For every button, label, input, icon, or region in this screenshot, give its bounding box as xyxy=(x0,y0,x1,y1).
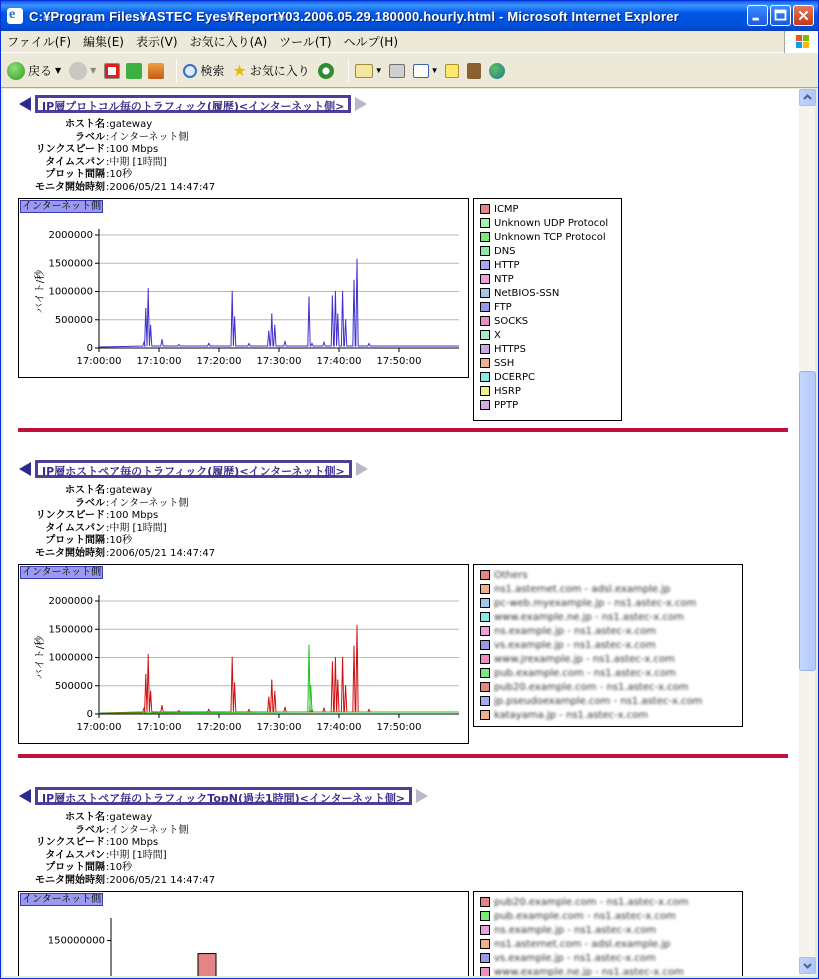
legend-item xyxy=(480,937,742,951)
report-section-protocol xyxy=(3,94,798,444)
data-point xyxy=(143,342,144,343)
legend-swatch xyxy=(480,654,490,664)
prev-arrow-icon[interactable] xyxy=(19,462,31,476)
chart-legend xyxy=(473,564,743,727)
legend-item xyxy=(480,216,621,230)
x-tick-label: 17:10:00 xyxy=(136,356,182,367)
info-table xyxy=(19,812,215,888)
data-point xyxy=(337,680,338,681)
info-key-monitor-start: モニタ開始時刻 xyxy=(35,547,105,559)
legend-swatch xyxy=(480,316,490,326)
data-point xyxy=(308,297,309,298)
data-point xyxy=(232,657,233,658)
info-value-host: :gateway xyxy=(106,485,153,496)
menu-favorites[interactable]: お気に入り(A) xyxy=(189,35,268,49)
legend-item xyxy=(480,624,742,638)
legend-swatch xyxy=(480,640,490,650)
forward-arrow-icon xyxy=(69,62,87,80)
info-key-host: ホスト名 xyxy=(65,485,105,496)
legend-label: FTP xyxy=(494,301,512,313)
legend-label: pub.example.com - ns1.astec-x.com xyxy=(494,910,676,922)
data-point xyxy=(268,696,269,697)
favorites-label: お気に入り xyxy=(249,64,310,78)
info-value-monitor-start: :2006/05/21 14:47:47 xyxy=(106,547,216,559)
y-tick-label: 0 xyxy=(86,343,93,354)
chart-legend xyxy=(473,891,743,976)
info-key-plot-interval: プロット間隔 xyxy=(45,862,105,874)
legend-item xyxy=(480,398,621,412)
legend-label: Unknown TCP Protocol xyxy=(494,231,606,243)
scroll-down-button[interactable] xyxy=(799,957,816,974)
legend-label: vs.example.jp - ns1.astec-x.com xyxy=(494,639,656,651)
mail-icon[interactable] xyxy=(355,64,373,78)
data-point xyxy=(368,709,369,710)
data-point xyxy=(353,646,354,647)
y-tick-label: 1500000 xyxy=(48,258,93,270)
x-tick-label: 17:00:00 xyxy=(76,722,122,733)
legend-item xyxy=(480,300,621,314)
chevron-down-icon xyxy=(800,958,815,973)
chevron-up-icon xyxy=(800,90,815,105)
legend-label: NetBIOS-SSN xyxy=(494,287,560,299)
legend-item xyxy=(480,708,742,722)
info-value-timespan: :中期 [1時間] xyxy=(106,522,167,534)
chart-legend xyxy=(473,198,622,421)
info-value-timespan: :中期 [1時間] xyxy=(106,156,167,168)
data-point xyxy=(310,685,311,686)
data-point xyxy=(161,705,162,706)
y-tick-label: 1000000 xyxy=(48,652,93,664)
data-point xyxy=(335,657,336,658)
legend-item xyxy=(480,230,621,244)
legend-swatch xyxy=(480,626,490,636)
info-key-host: ホスト名 xyxy=(65,812,105,823)
legend-item xyxy=(480,342,621,356)
legend-label: ns.example.jp - ns1.astec-x.com xyxy=(494,924,657,936)
legend-swatch xyxy=(480,302,490,312)
bar xyxy=(198,954,216,976)
legend-swatch xyxy=(480,218,490,228)
x-tick-label: 17:40:00 xyxy=(316,356,362,367)
print-icon[interactable] xyxy=(389,64,405,78)
section-header xyxy=(19,787,428,805)
info-value-plot-interval: :10秒 xyxy=(106,535,133,547)
info-value-label: :インターネット側 xyxy=(106,131,189,143)
history-icon[interactable] xyxy=(318,63,334,79)
legend-item xyxy=(480,244,621,258)
legend-label: Unknown UDP Protocol xyxy=(494,217,609,229)
info-key-plot-interval: プロット間隔 xyxy=(45,535,105,547)
data-point xyxy=(274,691,275,692)
data-point xyxy=(332,295,333,296)
info-value-link-speed: :100 Mbps xyxy=(106,144,159,156)
legend-label: HTTPS xyxy=(494,343,526,355)
data-point xyxy=(337,314,338,315)
legend-label: www.jrexample.jp - ns1.astec-x.com xyxy=(494,653,675,665)
legend-swatch xyxy=(480,584,490,594)
legend-item xyxy=(480,965,742,976)
data-point xyxy=(356,259,357,260)
stop-icon[interactable] xyxy=(104,63,120,79)
data-point xyxy=(208,709,209,710)
data-point xyxy=(335,291,336,292)
data-point xyxy=(368,343,369,344)
data-point xyxy=(323,708,324,709)
legend-swatch xyxy=(480,925,490,935)
legend-item xyxy=(480,286,621,300)
legend-swatch xyxy=(480,358,490,368)
y-tick-label: 1500000 xyxy=(48,624,93,636)
legend-swatch xyxy=(480,612,490,622)
edit-icon[interactable] xyxy=(413,64,429,78)
section-title[interactable]: IP層プロトコル毎のトラフィック(履歴)<インターネット側> xyxy=(35,95,351,113)
legend-item xyxy=(480,370,621,384)
legend-label: DCERPC xyxy=(494,371,535,383)
menu-view[interactable]: 表示(V) xyxy=(135,35,178,49)
data-point xyxy=(148,288,149,289)
scroll-thumb[interactable] xyxy=(799,371,816,671)
traffic-chart-hostpair xyxy=(18,564,469,744)
legend-item xyxy=(480,356,621,370)
chart-canvas xyxy=(19,565,470,745)
menu-file[interactable]: ファイル(F) xyxy=(7,35,72,49)
section-divider xyxy=(18,754,788,758)
legend-item xyxy=(480,272,621,286)
section-divider xyxy=(18,428,788,432)
x-tick-label: 17:30:00 xyxy=(256,722,302,733)
legend-swatch xyxy=(480,911,490,921)
maximize-icon xyxy=(771,6,790,25)
traffic-chart-protocol xyxy=(18,198,469,378)
info-value-link-speed: :100 Mbps xyxy=(106,837,159,849)
info-value-label: :インターネット側 xyxy=(106,824,189,836)
y-axis-label: バイト/秒 xyxy=(35,635,46,680)
info-value-plot-interval: :10秒 xyxy=(106,862,133,874)
legend-label: pub20.example.com - ns1.astec-x.com xyxy=(494,896,689,908)
maximize-button[interactable] xyxy=(770,5,791,26)
next-arrow-icon[interactable] xyxy=(356,462,368,476)
info-table xyxy=(19,485,215,561)
data-point xyxy=(345,319,346,320)
back-label: 戻る xyxy=(28,64,53,78)
section-header xyxy=(19,95,367,113)
y-tick-label: 1000000 xyxy=(48,286,93,298)
close-icon xyxy=(794,6,813,25)
legend-item xyxy=(480,951,742,965)
x-tick-label: 17:00:00 xyxy=(76,356,122,367)
legend-swatch xyxy=(480,953,490,963)
legend-label: SSH xyxy=(494,357,515,369)
legend-swatch xyxy=(480,897,490,907)
ie-logo-icon: e xyxy=(7,8,23,24)
next-arrow-icon[interactable] xyxy=(416,789,428,803)
data-point xyxy=(284,341,285,342)
data-point xyxy=(353,280,354,281)
data-point xyxy=(234,682,235,683)
legend-item xyxy=(480,923,742,937)
data-point xyxy=(150,325,151,326)
legend-item xyxy=(480,582,742,596)
prev-arrow-icon[interactable] xyxy=(19,789,31,803)
legend-swatch xyxy=(480,682,490,692)
data-point xyxy=(274,325,275,326)
star-icon: ★ xyxy=(232,61,247,80)
data-point xyxy=(284,707,285,708)
y-tick-label: 2000000 xyxy=(48,596,93,607)
close-button[interactable] xyxy=(793,5,814,26)
menu-bar xyxy=(1,31,818,53)
toolbar-separator xyxy=(176,59,177,83)
chart-canvas xyxy=(19,199,470,379)
search-icon xyxy=(183,64,197,78)
toolbar-separator xyxy=(348,59,349,83)
info-key-link-speed: リンクスピード xyxy=(35,144,105,156)
data-point xyxy=(148,654,149,655)
legend-item xyxy=(480,666,742,680)
chart-tag: インターネット側 xyxy=(22,894,102,905)
search-label: 検索 xyxy=(200,64,225,78)
legend-label: ns1.asternet.com - adsl.example.jp xyxy=(494,583,671,595)
data-point xyxy=(332,661,333,662)
refresh-icon[interactable] xyxy=(126,63,142,79)
menu-edit[interactable]: 編集(E) xyxy=(83,35,124,49)
info-key-label: ラベル xyxy=(75,497,105,509)
data-point xyxy=(248,709,249,710)
legend-label: NTP xyxy=(494,273,514,285)
home-icon[interactable] xyxy=(148,63,164,79)
legend-label: ns.example.jp - ns1.astec-x.com xyxy=(494,625,657,637)
legend-swatch xyxy=(480,386,490,396)
search-button[interactable] xyxy=(183,62,224,79)
x-tick-label: 17:50:00 xyxy=(376,722,422,733)
info-value-monitor-start: :2006/05/21 14:47:47 xyxy=(106,181,216,193)
legend-swatch xyxy=(480,598,490,608)
y-axis-label: バイト/秒 xyxy=(35,269,46,314)
minimize-icon xyxy=(748,6,767,25)
data-point xyxy=(232,291,233,292)
window-controls xyxy=(747,5,814,26)
legend-item xyxy=(480,596,742,610)
favorites-button[interactable] xyxy=(232,61,309,80)
back-button[interactable]: 戻る ▼ xyxy=(7,62,61,80)
messenger-icon[interactable] xyxy=(489,63,505,79)
data-point xyxy=(234,316,235,317)
data-point xyxy=(311,343,312,344)
info-value-host: :gateway xyxy=(106,119,153,130)
data-point xyxy=(178,710,179,711)
legend-label: HSRP xyxy=(494,385,521,397)
data-point xyxy=(342,291,343,292)
section-header xyxy=(19,460,368,478)
y-tick-label: 2000000 xyxy=(48,230,93,241)
legend-item xyxy=(480,384,621,398)
info-key-timespan: タイムスパン xyxy=(45,156,105,168)
legend-swatch xyxy=(480,710,490,720)
series-line xyxy=(99,259,459,347)
vertical-scrollbar[interactable] xyxy=(798,89,815,976)
research-icon[interactable] xyxy=(467,63,481,79)
info-key-link-speed: リンクスピード xyxy=(35,837,105,849)
x-tick-label: 17:30:00 xyxy=(256,356,302,367)
legend-item xyxy=(480,202,621,216)
minimize-button[interactable] xyxy=(747,5,768,26)
legend-label: ns1.asternet.com - adsl.example.jp xyxy=(494,938,671,950)
legend-label: Others xyxy=(494,569,528,581)
info-value-plot-interval: :10秒 xyxy=(106,169,133,181)
legend-swatch xyxy=(480,400,490,410)
series-line xyxy=(99,625,459,713)
legend-item xyxy=(480,895,742,909)
legend-label: vs.example.jp - ns1.astec-x.com xyxy=(494,952,656,964)
chart-tag: インターネット側 xyxy=(22,567,102,578)
legend-item xyxy=(480,610,742,624)
prev-arrow-icon[interactable] xyxy=(19,97,31,111)
legend-label: www.example.ne.jp - ns1.astec-x.com xyxy=(494,611,684,623)
legend-item xyxy=(480,314,621,328)
info-key-timespan: タイムスパン xyxy=(45,849,105,861)
legend-item xyxy=(480,909,742,923)
legend-swatch xyxy=(480,939,490,949)
topn-chart xyxy=(18,891,469,976)
legend-swatch xyxy=(480,232,490,242)
info-value-label: :インターネット側 xyxy=(106,497,189,509)
chart-tag: インターネット側 xyxy=(22,201,102,212)
legend-item xyxy=(480,694,742,708)
legend-swatch xyxy=(480,246,490,256)
data-point xyxy=(271,680,272,681)
next-arrow-icon[interactable] xyxy=(355,97,367,111)
legend-label: ICMP xyxy=(494,203,519,215)
legend-label: PPTP xyxy=(494,399,519,411)
legend-swatch xyxy=(480,372,490,382)
data-point xyxy=(145,308,146,309)
data-point xyxy=(143,708,144,709)
legend-swatch xyxy=(480,330,490,340)
window-title: C:¥Program Files¥ASTEC Eyes¥Report¥03.2006.05.29.180000.hourly.html - Microsoft Internet Explorer xyxy=(29,8,679,24)
x-tick-label: 17:50:00 xyxy=(376,356,422,367)
back-arrow-icon xyxy=(7,62,25,80)
data-point xyxy=(356,625,357,626)
data-point xyxy=(178,344,179,345)
info-key-monitor-start: モニタ開始時刻 xyxy=(35,181,105,193)
data-point xyxy=(342,657,343,658)
x-tick-label: 17:10:00 xyxy=(136,722,182,733)
legend-label: pub20.example.com - ns1.astec-x.com xyxy=(494,681,689,693)
report-section-topn xyxy=(3,787,798,976)
y-tick-label: 0 xyxy=(86,709,93,720)
legend-item xyxy=(480,638,742,652)
legend-label: X xyxy=(494,329,501,341)
legend-swatch xyxy=(480,696,490,706)
legend-label: HTTP xyxy=(494,259,520,271)
x-tick-label: 17:40:00 xyxy=(316,722,362,733)
info-key-monitor-start: モニタ開始時刻 xyxy=(35,874,105,886)
data-point xyxy=(271,314,272,315)
data-point xyxy=(208,343,209,344)
legend-swatch xyxy=(480,344,490,354)
info-key-label: ラベル xyxy=(75,824,105,836)
info-key-plot-interval: プロット間隔 xyxy=(45,169,105,181)
data-point xyxy=(268,330,269,331)
legend-item xyxy=(480,258,621,272)
data-point xyxy=(248,343,249,344)
legend-swatch xyxy=(480,668,490,678)
section-title[interactable]: IP層ホストペア毎のトラフィックTopN(過去1時間)<インターネット側> xyxy=(35,787,412,805)
info-key-link-speed: リンクスピード xyxy=(35,510,105,522)
x-tick-label: 17:20:00 xyxy=(196,356,242,367)
title-bar[interactable] xyxy=(1,1,818,31)
legend-swatch xyxy=(480,274,490,284)
legend-label: SOCKS xyxy=(494,315,529,327)
legend-swatch xyxy=(480,967,490,976)
legend-swatch xyxy=(480,260,490,270)
windows-logo-icon xyxy=(784,31,818,53)
data-point xyxy=(145,674,146,675)
menu-help[interactable]: ヘルプ(H) xyxy=(343,35,398,49)
info-value-host: :gateway xyxy=(106,812,153,823)
legend-swatch xyxy=(480,288,490,298)
legend-item xyxy=(480,568,742,582)
scroll-up-button[interactable] xyxy=(799,89,816,106)
legend-item xyxy=(480,328,621,342)
y-tick-label: 500000 xyxy=(54,680,93,692)
legend-swatch xyxy=(480,204,490,214)
report-section-hostpair xyxy=(3,460,798,760)
legend-label: pc-web.myexample.jp - ns1.astec-x.com xyxy=(494,597,697,609)
data-point xyxy=(345,685,346,686)
legend-label: pub.example.com - ns1.astec-x.com xyxy=(494,667,676,679)
data-point xyxy=(161,339,162,340)
forward-button[interactable]: ▼ xyxy=(69,62,96,80)
page-content[interactable] xyxy=(3,89,798,976)
info-key-label: ラベル xyxy=(75,131,105,143)
legend-label: jp.pseudoexample.com - ns1.astec-x.com xyxy=(494,695,703,707)
info-key-host: ホスト名 xyxy=(65,119,105,130)
legend-item xyxy=(480,680,742,694)
menu-tools[interactable]: ツール(T) xyxy=(279,35,332,49)
legend-item xyxy=(480,652,742,666)
y-tick-label: 150000000 xyxy=(47,935,105,947)
info-value-monitor-start: :2006/05/21 14:47:47 xyxy=(106,874,216,886)
data-point xyxy=(150,691,151,692)
x-tick-label: 17:20:00 xyxy=(196,722,242,733)
y-tick-label: 500000 xyxy=(54,314,93,326)
legend-label: katayama.jp - ns1.astec-x.com xyxy=(494,709,649,721)
section-title[interactable]: IP層ホストペア毎のトラフィック(履歴)<インターネット側> xyxy=(35,460,352,478)
info-value-timespan: :中期 [1時間] xyxy=(106,849,167,861)
data-point xyxy=(323,342,324,343)
info-key-timespan: タイムスパン xyxy=(45,522,105,534)
legend-swatch xyxy=(480,570,490,580)
legend-label: www.example.ne.jp - ns1.astec-x.com xyxy=(494,966,684,976)
toolbar: 戻る ▼ ▼ 検索 ★ お気に入り ▼ ▼ xyxy=(1,54,818,88)
discuss-icon[interactable] xyxy=(445,64,459,78)
series-line xyxy=(99,645,459,713)
legend-label: DNS xyxy=(494,245,516,257)
data-point xyxy=(308,644,309,645)
info-table xyxy=(19,119,215,195)
info-value-link-speed: :100 Mbps xyxy=(106,510,159,522)
